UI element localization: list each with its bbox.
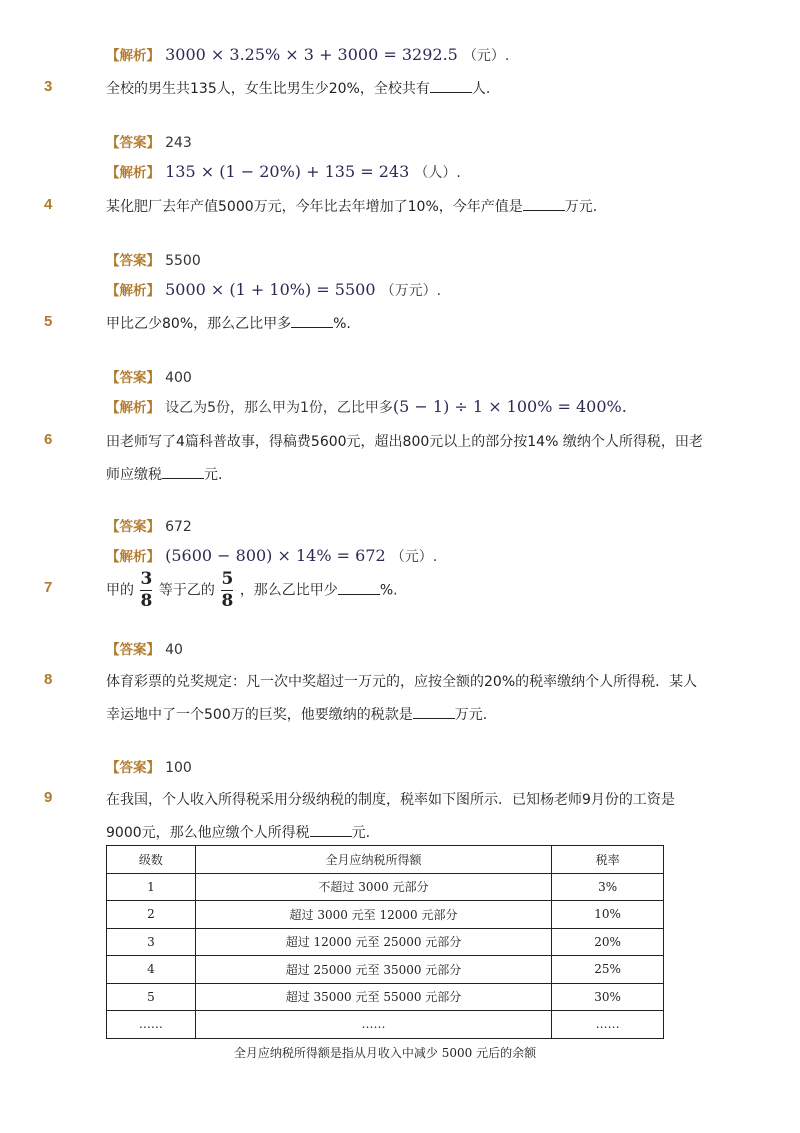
table-cell: 超过 35000 元至 55000 元部分 [195, 983, 551, 1011]
question-text [106, 313, 351, 333]
answer-value: 100 [165, 760, 192, 776]
question-text: 体育彩票的兑奖规定：凡一次中奖超过一万元的，应按全额的20%的税率缴纳个人所得税．某人 [106, 674, 698, 690]
question-text: 在我国，个人收入所得税采用分级纳税的制度，税率如下图所示．已知杨老师9月份的工资是 [106, 792, 675, 808]
analysis-math: (5600 − 800) × 14% = 672 [165, 546, 386, 565]
answer-value: 400 [165, 370, 192, 386]
table-row [107, 928, 664, 956]
table-row [107, 1011, 664, 1039]
table-row [107, 956, 664, 984]
analysis-unit: （人）. [414, 165, 461, 181]
question-number: 5 [44, 313, 53, 330]
question-text [106, 571, 398, 610]
table-header: 税率 [552, 846, 664, 874]
answer-value: 672 [165, 519, 192, 535]
analysis-math: (5 − 1) ÷ 1 × 100% = 400%. [392, 397, 627, 416]
question-text-part: 等于乙的 [158, 582, 215, 599]
question-text-part: 全校的男生共135人，女生比男生少20%，全校共有 [106, 81, 430, 97]
question-text-part: %. [379, 582, 398, 599]
table-cell: 4 [107, 956, 196, 984]
table-cell: 1 [107, 873, 196, 901]
answer-line [106, 366, 192, 386]
analysis-line [106, 396, 627, 417]
question-number: 6 [44, 431, 53, 448]
analysis-tag: 【解析】 [106, 283, 160, 299]
answer-tag: 【答案】 [106, 642, 160, 658]
question-number: 3 [44, 78, 53, 95]
answer-line [106, 756, 192, 776]
answer-tag: 【答案】 [106, 253, 160, 269]
answer-line [106, 131, 192, 151]
question-text-part: 万元. [564, 199, 598, 215]
analysis-tag: 【解析】 [106, 165, 160, 181]
question-text-part: 元. [351, 825, 371, 841]
answer-tag: 【答案】 [106, 760, 160, 776]
question-text [106, 704, 487, 724]
fraction-denominator: 8 [140, 591, 153, 611]
question-text-part: 9000元，那么他应缴个人所得税 [106, 825, 310, 841]
table-cell: 25% [552, 956, 664, 984]
question-text: 田老师写了4篇科普故事，得稿费5600元，超出800元以上的部分按14% 缴纳个人所得税，田老 [106, 434, 703, 450]
analysis-unit: （万元）. [380, 283, 442, 299]
table-header: 全月应纳税所得额 [195, 846, 551, 874]
answer-blank [291, 315, 333, 328]
answer-blank [338, 582, 380, 595]
question-text-part: 某化肥厂去年产值5000万元，今年比去年增加了10%，今年产值是 [106, 199, 523, 215]
answer-blank [162, 466, 204, 479]
fraction [140, 571, 152, 610]
analysis-math: 135 × (1 − 20%) + 135 = 243 [165, 162, 410, 181]
answer-line [106, 638, 183, 658]
table-header: 级数 [107, 846, 196, 874]
question-text-part: 幸运地中了一个500万的巨奖，他要缴纳的税款是 [106, 707, 413, 723]
table-row [107, 901, 664, 929]
question-text-part: 万元. [454, 707, 488, 723]
answer-value: 5500 [165, 253, 201, 269]
analysis-text: 设乙为5份，那么甲为1份，乙比甲多 [165, 400, 393, 416]
table-cell: 10% [552, 901, 664, 929]
analysis-line [106, 161, 461, 182]
question-number: 8 [44, 671, 53, 688]
table-cell: …… [195, 1011, 551, 1039]
analysis-tag: 【解析】 [106, 400, 160, 416]
table-cell: …… [552, 1011, 664, 1039]
analysis-unit: （元）. [390, 549, 438, 565]
question-number: 7 [44, 579, 53, 596]
question-text-part: 甲比乙少80%，那么乙比甲多 [106, 316, 292, 332]
answer-line [106, 249, 201, 269]
analysis-line-q2 [106, 44, 509, 65]
table-cell: 2 [107, 901, 196, 929]
analysis-line [106, 545, 437, 566]
answer-line [106, 515, 192, 535]
analysis-tag: 【解析】 [106, 549, 160, 565]
analysis-line [106, 279, 441, 300]
question-text [106, 78, 490, 98]
question-text-part: 师应缴税 [106, 467, 162, 483]
analysis-math: 3000 × 3.25% × 3 + 3000 = 3292.5 [165, 45, 458, 64]
answer-blank [413, 706, 455, 719]
question-text [106, 464, 222, 484]
table-row [107, 873, 664, 901]
table-cell: 20% [552, 928, 664, 956]
question-text-part: 甲的 [106, 582, 134, 599]
answer-blank [310, 824, 352, 837]
answer-tag: 【答案】 [106, 519, 160, 535]
question-number: 4 [44, 196, 53, 213]
table-cell: 5 [107, 983, 196, 1011]
question-text-part: ，那么乙比甲少 [239, 582, 338, 599]
fraction [221, 571, 233, 610]
analysis-math: 5000 × (1 + 10%) = 5500 [165, 280, 376, 299]
analysis-tag: 【解析】 [106, 48, 160, 64]
question-number: 9 [44, 789, 53, 806]
question-text-part: %. [333, 316, 351, 332]
answer-tag: 【答案】 [106, 370, 160, 386]
tax-rate-table [106, 845, 664, 1039]
fraction-numerator: 5 [221, 569, 234, 589]
table-cell: 超过 25000 元至 35000 元部分 [195, 956, 551, 984]
table-cell: 3% [552, 873, 664, 901]
table-cell: 超过 3000 元至 12000 元部分 [195, 901, 551, 929]
table-caption: 全月应纳税所得额是指从月收入中减少 5000 元后的余额 [233, 1046, 537, 1060]
question-text [106, 196, 597, 216]
table-header-row [107, 846, 664, 874]
answer-blank [430, 80, 472, 93]
fraction-numerator: 3 [140, 569, 153, 589]
answer-value: 40 [165, 642, 183, 658]
table-cell: 3 [107, 928, 196, 956]
answer-blank [523, 198, 565, 211]
question-text-part: 元. [204, 467, 223, 483]
table-row [107, 983, 664, 1011]
answer-tag: 【答案】 [106, 135, 160, 151]
answer-value: 243 [165, 135, 192, 151]
fraction-denominator: 8 [221, 591, 234, 611]
table-cell: …… [107, 1011, 196, 1039]
question-text-part: 人. [471, 81, 491, 97]
table-cell: 30% [552, 983, 664, 1011]
analysis-unit: （元）. [462, 48, 510, 64]
table-cell: 超过 12000 元至 25000 元部分 [195, 928, 551, 956]
table-cell: 不超过 3000 元部分 [195, 873, 551, 901]
question-text [106, 822, 370, 842]
